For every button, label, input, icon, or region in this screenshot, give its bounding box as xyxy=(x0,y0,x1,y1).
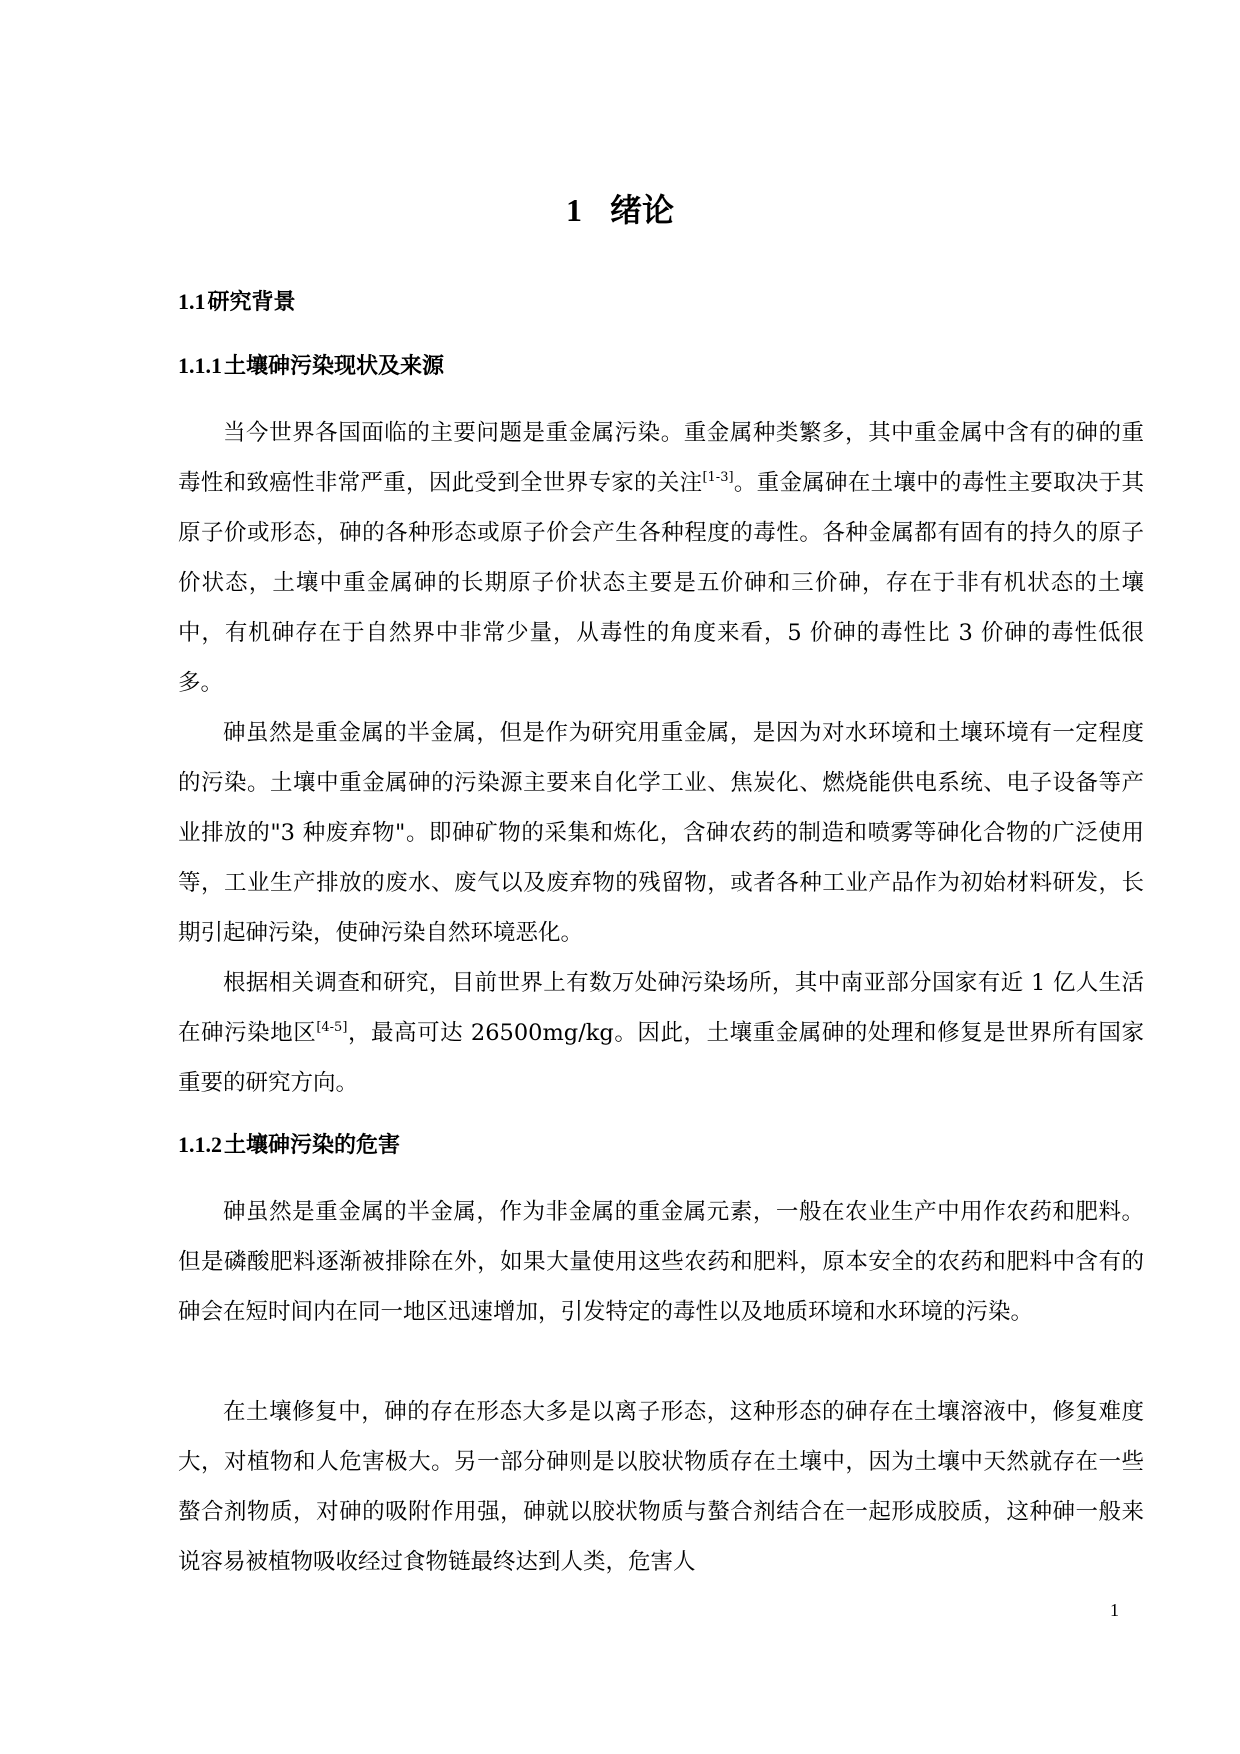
paragraph-2: 砷虽然是重金属的半金属，但是作为研究用重金属，是因为对水环境和土壤环境有一定程度的污染。土壤中重金属砷的污染源主要来自化学工业、焦炭化、燃烧能供电系统、电子设备等产业排放的"3 种废弃物"。即砷矿物的采集和炼化，含砷农药的制造和喷雾等砷化合物的广泛使用等，工业生产排放的废水、废气以及废弃物的残留物，或者各种工业产品作为初始材料研发，长期引起砷污染，使砷污染自然环境恶化。 xyxy=(178,720,1144,946)
chapter-number: 1 xyxy=(565,192,582,228)
subsection-heading-2 xyxy=(178,1129,400,1161)
subsection-title: 土壤砷污染现状及来源 xyxy=(224,353,445,379)
paragraph-text: ，最高可达 26500mg/kg。因此，土壤重金属砷的处理和修复是世界所有国家重要的研究方向。 xyxy=(178,1020,1144,1096)
page-number: 1 xyxy=(1110,1600,1119,1620)
subsection-title: 土壤砷污染的危害 xyxy=(224,1132,401,1158)
paragraph-text: 根据相关调查和研究，目前世界上有数万处砷污染场所，其中南亚部分国家有近 1 亿人生活在砷污染地区 xyxy=(178,970,1144,1046)
chapter-title xyxy=(0,190,1240,230)
chapter-title-text: 绪论 xyxy=(609,191,674,229)
subsection-heading-1 xyxy=(178,350,444,382)
paragraph-5: 在土壤修复中，砷的存在形态大多是以离子形态，这种形态的砷存在土壤溶液中，修复难度大，对植物和人危害极大。另一部分砷则是以胶状物质存在土壤中，因为土壤中天然就存在一些螯合剂物质，对砷的吸附作用强，砷就以胶状物质与螯合剂结合在一起形成胶质，这种砷一般来说容易被植物吸收经过食物链最终达到人类，危害人 xyxy=(178,1399,1144,1575)
section-number: 1.1 xyxy=(178,289,206,314)
paragraph-text: 当今世界各国面临的主要问题是重金属污染。重金属种类繁多，其中重金属中含有的砷的重毒性和致癌性非常严重，因此受到全世界专家的关注 xyxy=(178,420,1144,496)
section-heading xyxy=(178,286,296,318)
subsection-number: 1.1.1 xyxy=(178,353,222,378)
paragraph-text: 。重金属砷在土壤中的毒性主要取决于其原子价或形态，砷的各种形态或原子价会产生各种程度的毒性。各种金属都有固有的持久的原子价状态，土壤中重金属砷的长期原子价状态主要是五价砷和三价砷，存在于非有机状态的土壤中，有机砷存在于自然界中非常少量，从毒性的角度来看，5 价砷的毒性比 3 价砷的毒性低很多。 xyxy=(178,470,1144,696)
subsection-number: 1.1.2 xyxy=(178,1132,222,1157)
section-title: 研究背景 xyxy=(207,289,296,315)
paragraph-1 xyxy=(178,408,1144,708)
paragraph-3 xyxy=(178,958,1144,1108)
citation-marker: [1-3] xyxy=(702,470,734,485)
citation-marker: [4-5] xyxy=(316,1020,348,1035)
paragraph-4: 砷虽然是重金属的半金属，作为非金属的重金属元素，一般在农业生产中用作农药和肥料。但是磷酸肥料逐渐被排除在外，如果大量使用这些农药和肥料，原本安全的农药和肥料中含有的砷会在短时间内在同一地区迅速增加，引发特定的毒性以及地质环境和水环境的污染。 xyxy=(178,1199,1144,1325)
